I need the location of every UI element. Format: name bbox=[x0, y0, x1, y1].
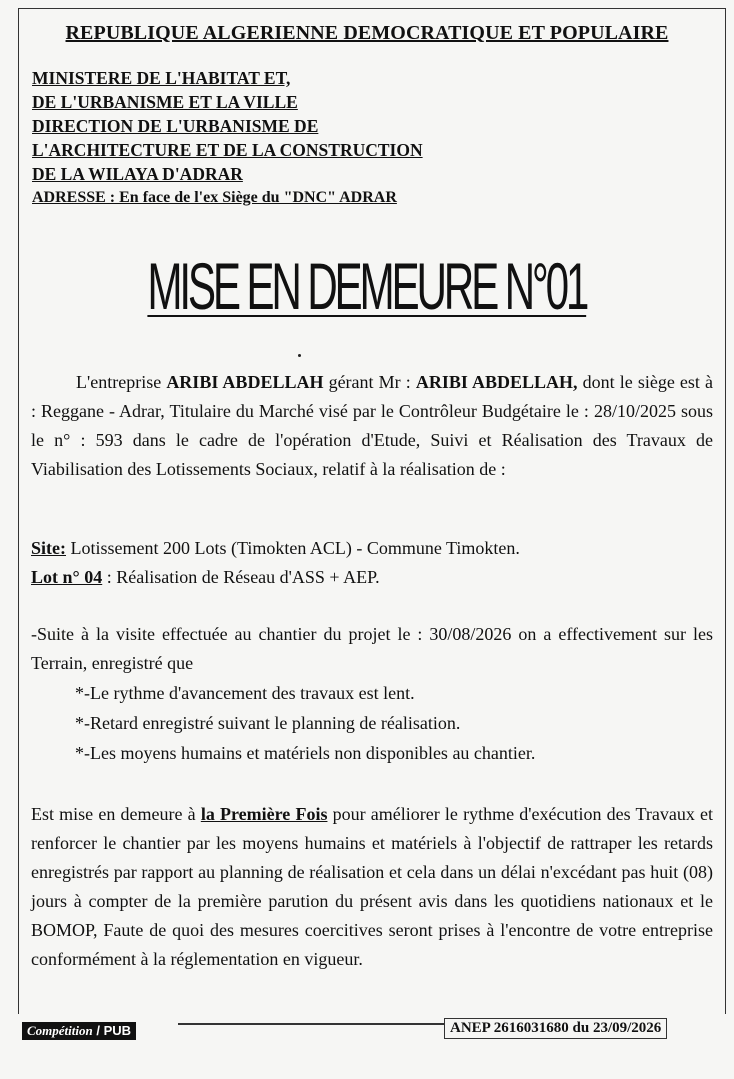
lot-value: : Réalisation de Réseau d'ASS + AEP. bbox=[102, 567, 380, 587]
findings-list bbox=[75, 678, 535, 768]
ministry-line: DIRECTION DE L'URBANISME DE bbox=[32, 116, 319, 136]
footer-anep-reference: ANEP 2616031680 du 23/09/2026 bbox=[444, 1018, 667, 1039]
footer-publisher-name: Compétition bbox=[27, 1023, 93, 1038]
ministry-line: DE LA WILAYA D'ADRAR bbox=[32, 164, 243, 184]
ministry-line: DE L'URBANISME ET LA VILLE bbox=[32, 92, 298, 112]
conclusion-text: Est mise en demeure à bbox=[31, 804, 201, 824]
republic-heading: REPUBLIQUE ALGERIENNE DEMOCRATIQUE ET POPULAIRE bbox=[65, 22, 669, 44]
site-line bbox=[31, 534, 713, 563]
site-block bbox=[31, 534, 713, 592]
finding-item: *-Les moyens humains et matériels non disponibles au chantier. bbox=[75, 743, 536, 763]
finding-item: *-Retard enregistré suivant le planning de réalisation. bbox=[75, 713, 461, 733]
footer-publisher-tag bbox=[22, 1022, 136, 1040]
address-line: ADRESSE : En face de l'ex Siège du "DNC" ADRAR bbox=[32, 189, 397, 206]
intro-text: dont le siège est à : Reggane - Adrar, Titulaire du Marché visé par le Contrôleur Budgétaire le : 28/10/2025 sous le n° : 593 dans le cadre de l'opération d'Etude, Suivi et Réalisation des Travaux de Viabilisation des Lotissements Sociaux, relatif à la réalisation de : bbox=[31, 372, 713, 479]
conclusion-paragraph bbox=[31, 800, 713, 974]
ministry-line: L'ARCHITECTURE ET DE LA CONSTRUCTION bbox=[32, 140, 423, 160]
site-label: Site: bbox=[31, 538, 66, 558]
finding-item: *-Le rythme d'avancement des travaux est lent. bbox=[75, 683, 415, 703]
lot-line bbox=[31, 563, 713, 592]
intro-text: L'entreprise bbox=[76, 372, 167, 392]
intro-text: gérant Mr : bbox=[323, 372, 416, 392]
conclusion-emphasis: la Première Fois bbox=[200, 804, 328, 824]
conclusion-text: pour améliorer le rythme d'exécution des Travaux et renforcer le chantier par les moyens humains et matériels à l'objectif de rattraper les retards enregistrés par rapport au planning de réalisation et cela dans un délai n'excédant pas huit (08) jours à compter de la première parution du présent avis dans les quotidiens nationaux et le BOMOP, Faute de quoi des mesures coercitives seront prises à l'encontre de votre entreprise conformément à la réglementation en vigueur. bbox=[31, 804, 713, 969]
ministry-line: MINISTERE DE L'HABITAT ET, bbox=[32, 68, 291, 88]
manager-name: ARIBI ABDELLAH, bbox=[415, 372, 578, 392]
stray-dot bbox=[298, 354, 301, 357]
site-value: Lotissement 200 Lots (Timokten ACL) - Commune Timokten. bbox=[66, 538, 520, 558]
footer-publisher-suffix: / PUB bbox=[92, 1023, 132, 1038]
company-name: ARIBI ABDELLAH bbox=[166, 372, 324, 392]
intro-paragraph bbox=[31, 368, 713, 484]
visit-paragraph: -Suite à la visite effectuée au chantier du projet le : 30/08/2026 on a effectivement sur les Terrain, enregistré que bbox=[31, 624, 713, 673]
footer-divider bbox=[178, 1023, 444, 1025]
document-title: MISE EN DEMEURE N°01 bbox=[147, 249, 587, 323]
lot-label: Lot n° 04 bbox=[31, 567, 103, 587]
title-block bbox=[0, 248, 734, 324]
ministry-block bbox=[32, 66, 423, 210]
